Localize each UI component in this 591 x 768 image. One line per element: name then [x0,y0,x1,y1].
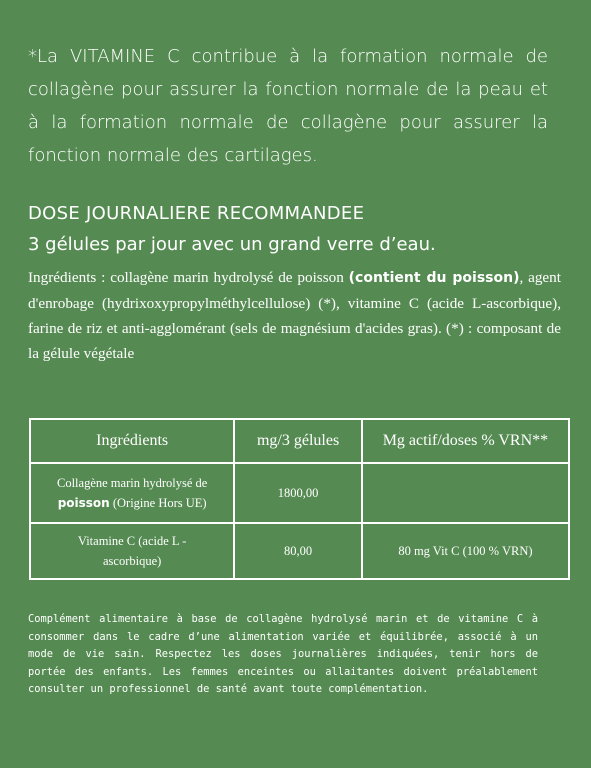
table-row [30,463,569,523]
supplement-disclaimer: Complément alimentaire à base de collagène hydrolysé marin et de vitamine C à consommer dans le cadre d’une alimentation variée et équilibrée, associé à un mode de vie sain. Respectez les doses journalières indiquées, tenir hors de portée des enfants. Les femmes enceintes ou allaitantes doivent préalablement consulter un professionnel de santé avant toute complémentation. [28,613,538,696]
collagen-fish-bold: poisson [57,496,110,510]
header-mg: mg/3 gélules [234,419,362,463]
cell-vrn-vitamin-c: 80 mg Vit C (100 % VRN) [362,523,569,579]
cell-ingredient-collagen [30,463,234,523]
cell-ingredient-vitamin-c: Vitamine C (acide L - ascorbique) [30,523,234,579]
header-ingredients: Ingrédients [30,419,234,463]
composition-table [29,418,570,580]
cell-mg-vitamin-c: 80,00 [234,523,362,579]
dose-instructions: 3 gélules par jour avec un grand verre d’eau. [28,234,436,255]
header-vrn: Mg actif/doses % VRN** [362,419,569,463]
ingredients-suffix: , agent d'enrobage (hydrixoxypropylméthylcellulose) (*), vitamine C (acide L-ascorbique), farine de riz et anti-agglomérant (sels de magnésium d'acides gras). (*) : composant de la gélule végétale [28,269,561,362]
dose-heading: DOSE JOURNALIERE RECOMMANDEE [28,203,365,224]
collagen-name: Collagène marin hydrolysé de [57,476,208,490]
ingredients-paragraph [28,265,561,366]
cell-vrn-collagen [362,463,569,523]
table-header-row [30,419,569,463]
allergen-notice: (contient du poisson) [348,270,520,286]
cell-mg-collagen: 1800,00 [234,463,362,523]
table-row [30,523,569,579]
collagen-origin: (Origine Hors UE) [109,496,207,510]
vitamin-c-claim: *La VITAMINE C contribue à la formation normale de collagène pour assurer la fonction normale de la peau et à la formation normale de collagène pour assurer la fonction normale des cartilages. [28,46,548,166]
ingredients-prefix: Ingrédients : collagène marin hydrolysé de poisson [28,269,349,286]
